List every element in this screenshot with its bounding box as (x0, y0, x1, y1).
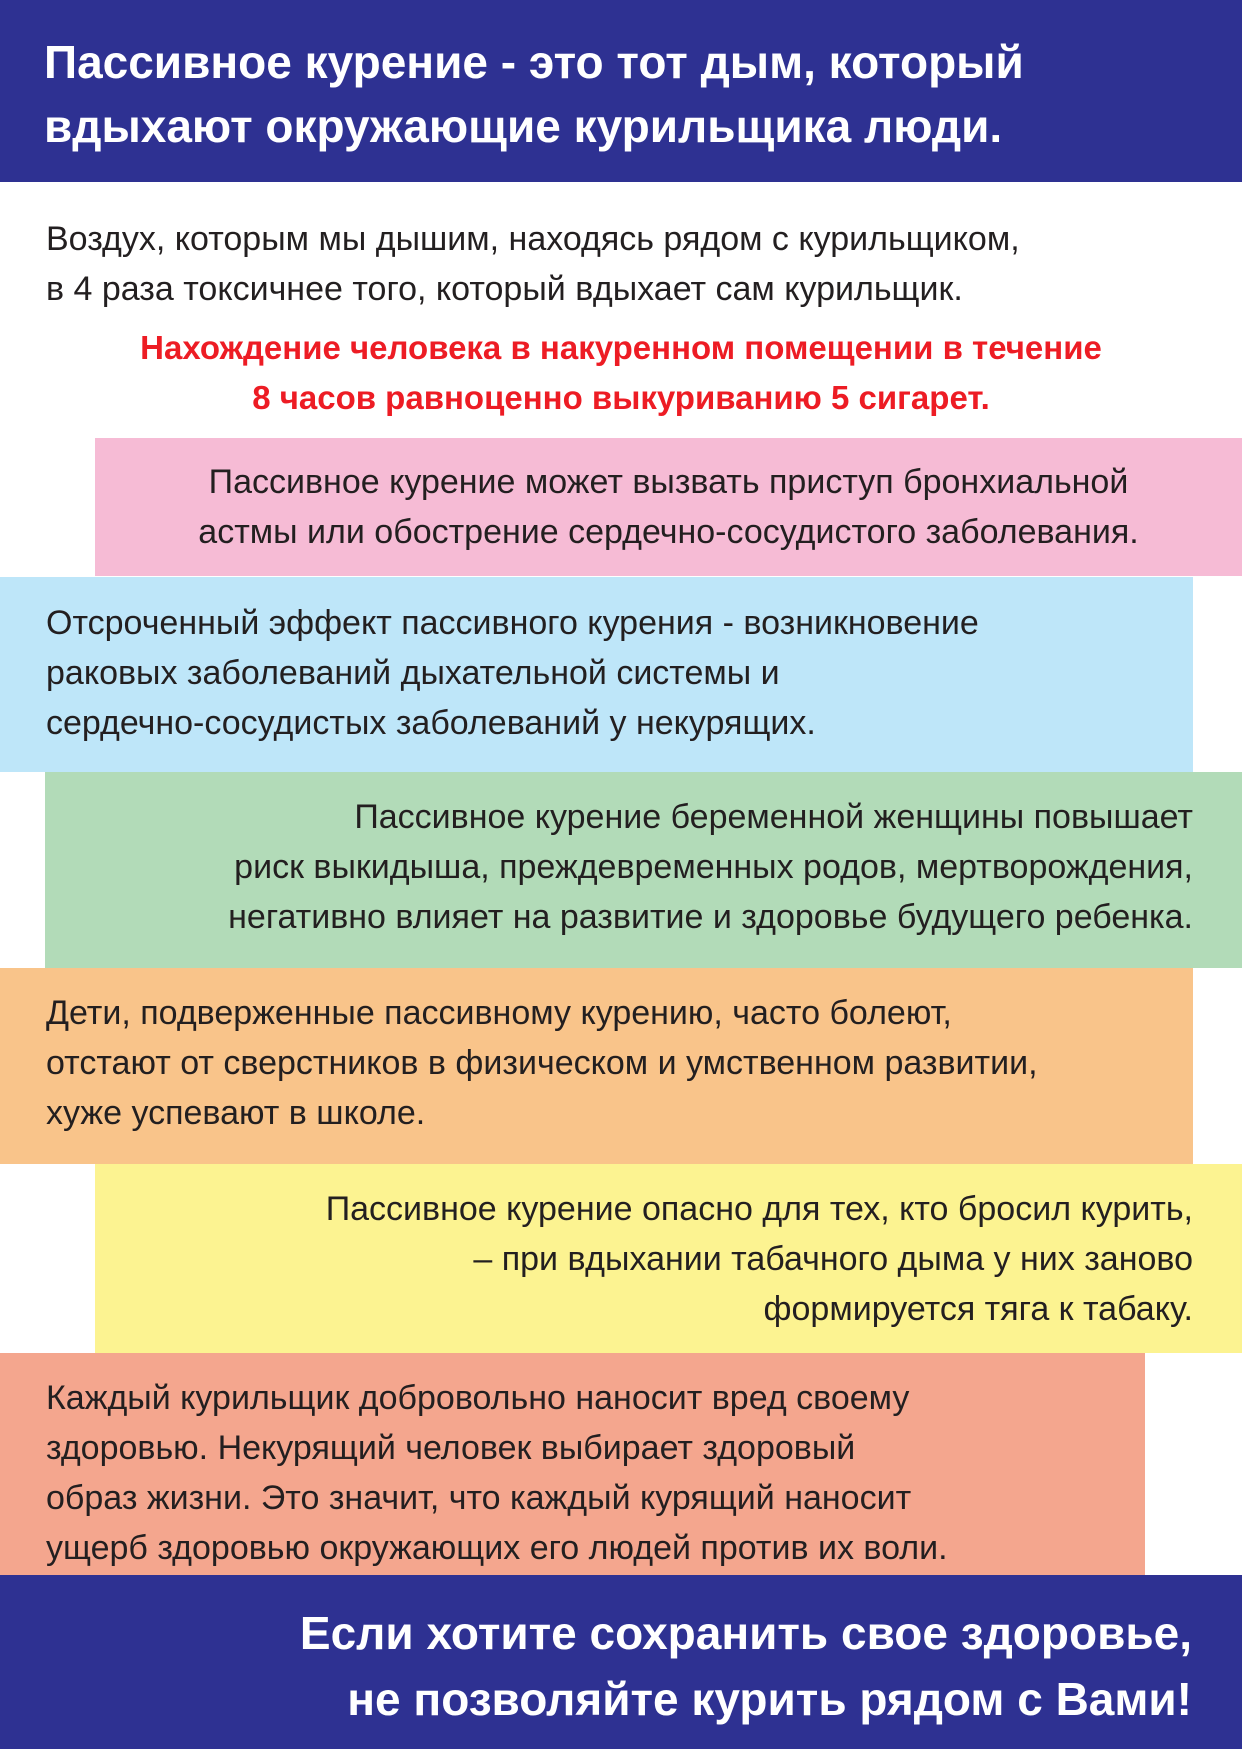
fact-responsibility (0, 1353, 1145, 1575)
fact-line: Каждый курильщик добровольно наносит вред своему (46, 1379, 910, 1417)
alert-text (0, 323, 1242, 423)
fact-pregnancy (45, 772, 1242, 968)
header-title-line-1: Пассивное курение - это тот дым, который (44, 36, 1024, 88)
fact-line: негативно влияет на развитие и здоровье будущего ребенка. (228, 898, 1193, 936)
intro-line-1: Воздух, которым мы дышим, находясь рядом с курильщиком, (46, 220, 1020, 258)
header-title-line-2: вдыхают окружающие курильщика люди. (44, 100, 1003, 152)
fact-children (0, 968, 1193, 1164)
fact-line: здоровью. Некурящий человек выбирает здоровый (46, 1429, 856, 1467)
fact-line: астмы или обострение сердечно-сосудистого заболевания. (198, 513, 1139, 551)
footer-banner (0, 1575, 1242, 1749)
fact-line: хуже успевают в школе. (46, 1094, 426, 1132)
fact-line: Отсроченный эффект пассивного курения - возникновение (46, 604, 979, 642)
alert-line-2: 8 часов равноценно выкуриванию 5 сигарет. (252, 379, 990, 416)
fact-line: риск выкидыша, преждевременных родов, мертворождения, (234, 848, 1193, 886)
fact-line: – при вдыхании табачного дыма у них заново (473, 1240, 1193, 1278)
fact-line: ущерб здоровью окружающих его людей против их воли. (46, 1529, 948, 1567)
fact-ex-smokers (95, 1164, 1242, 1353)
fact-asthma (95, 438, 1242, 576)
fact-line: формируется тяга к табаку. (763, 1290, 1193, 1328)
intro-line-2: в 4 раза токсичнее того, который вдыхает сам курильщик. (46, 270, 963, 308)
fact-line: Пассивное курение беременной женщины повышает (354, 798, 1193, 836)
fact-line: Пассивное курение опасно для тех, кто бросил курить, (325, 1190, 1193, 1228)
intro-section (0, 182, 1242, 442)
alert-line-1: Нахождение человека в накуренном помещении в течение (140, 329, 1102, 366)
fact-line: Пассивное курение может вызвать приступ бронхиальной (208, 463, 1129, 501)
fact-line: отстают от сверстников в физическом и умственном развитии, (46, 1044, 1038, 1082)
fact-line: образ жизни. Это значит, что каждый курящий наносит (46, 1479, 912, 1517)
footer-line-1: Если хотите сохранить свое здоровье, (299, 1607, 1192, 1659)
footer-line-2: не позволяйте курить рядом с Вами! (347, 1673, 1192, 1725)
header-banner (0, 0, 1242, 182)
fact-line: сердечно-сосудистых заболеваний у некурящих. (46, 704, 816, 742)
fact-line: Дети, подверженные пассивному курению, часто болеют, (46, 994, 952, 1032)
fact-line: раковых заболеваний дыхательной системы и (46, 654, 780, 692)
intro-text (46, 214, 1020, 314)
fact-delayed-effect (0, 577, 1193, 772)
